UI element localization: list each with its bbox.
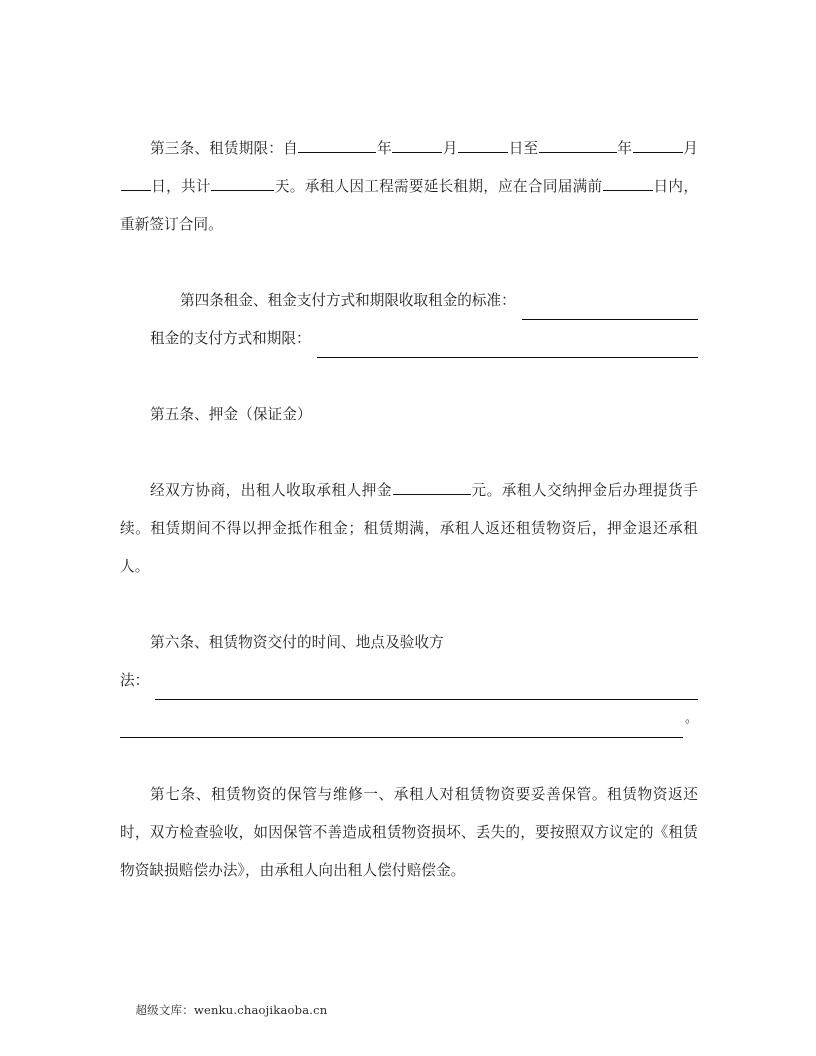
article-4-rate-label: 第四条租金、租金支付方式和期限收取租金的标准： [180,292,516,309]
blank-total-days[interactable] [211,175,274,191]
article-3-text-a: 第三条、租赁期限：自 [150,140,298,157]
spacer-after-article-5-heading [120,434,698,472]
article-7-text-3: 定的《租赁物资缺损赔偿办法》，由承租人向出租人偿付赔偿金。 [120,824,698,879]
spacer-after-article-6 [120,738,698,776]
blank-start-year[interactable] [298,137,376,153]
blank-end-day-partial[interactable] [121,175,151,191]
blank-start-month[interactable] [392,137,442,153]
spacer-after-article-5 [120,586,698,624]
article-7-text-2: 返还时，双方检查验收，如因保管不善造成租赁物资损坏、丢失的，要按照双方议 [120,786,698,841]
blank-deposit-amount[interactable] [393,479,471,495]
page-footer [120,988,327,1032]
blank-delivery-method-2[interactable] [120,715,683,738]
article-5-text-c: 货手续。租赁期间不得以押金抵作租金；租赁期满，承租人返还租赁物资后，押金 [120,482,698,537]
article-6-method-row [120,662,698,700]
document-body [120,130,698,890]
article-7-text-1: 第七条、租赁物资的保管与维修一、承租人对租赁物资要妥善保管。租赁物资 [150,786,669,803]
blank-notice-days[interactable] [603,175,653,191]
blank-delivery-method-1[interactable] [155,677,698,700]
article-6-heading [120,624,698,662]
blank-end-year[interactable] [539,137,617,153]
footer-url: wenku.chaojikaoba.cn [193,1003,328,1017]
blank-rent-standard[interactable] [522,297,698,320]
article-3-text-g: 日，共计 [151,178,211,195]
footer-site-name: 超级文库： [135,1003,194,1017]
article-3-text-d: 日至 [508,140,539,157]
article-5-text-a: 经双方协商，出租人收取承租人押金 [150,482,393,499]
article-5-text-b: 元。承租人交纳押金后办理提 [471,482,669,499]
article-3-paragraph [120,130,698,244]
article-3-text-j: 签订合同。 [149,216,223,233]
article-5-heading-text: 第五条、押金（保证金） [150,406,312,423]
article-4-payment-row [120,320,698,358]
article-3-text-b: 年 [376,140,392,157]
article-5-text-d: 退还承租人。 [120,520,698,575]
article-7-paragraph [120,776,698,890]
article-5-paragraph [120,472,698,586]
article-4-rate-row [120,282,698,320]
blank-end-month[interactable] [633,137,683,153]
blank-start-day[interactable] [458,137,508,153]
spacer-after-article-3 [120,244,698,282]
article-6-method-row-2 [120,700,698,738]
article-3-text-h: 天。承租人因工程需要延长租期，应在合同届满前 [274,178,603,195]
article-4-payment-label: 租金的支付方式和期限： [150,330,311,347]
article-3-text-i: 日内，重新 [120,178,699,233]
article-5-heading [120,396,698,434]
article-6-heading-text: 第六条、租赁物资交付的时间、地点及验收方 [150,634,444,651]
article-3-text-e: 年 [617,140,633,157]
article-3-text-c: 月 [442,140,458,157]
article-3-text-f: 月 [683,140,699,157]
spacer-after-article-4 [120,358,698,396]
article-6-method-label: 法： [120,672,150,689]
blank-payment-terms[interactable] [317,335,698,358]
article-6-period: 。 [684,711,698,726]
